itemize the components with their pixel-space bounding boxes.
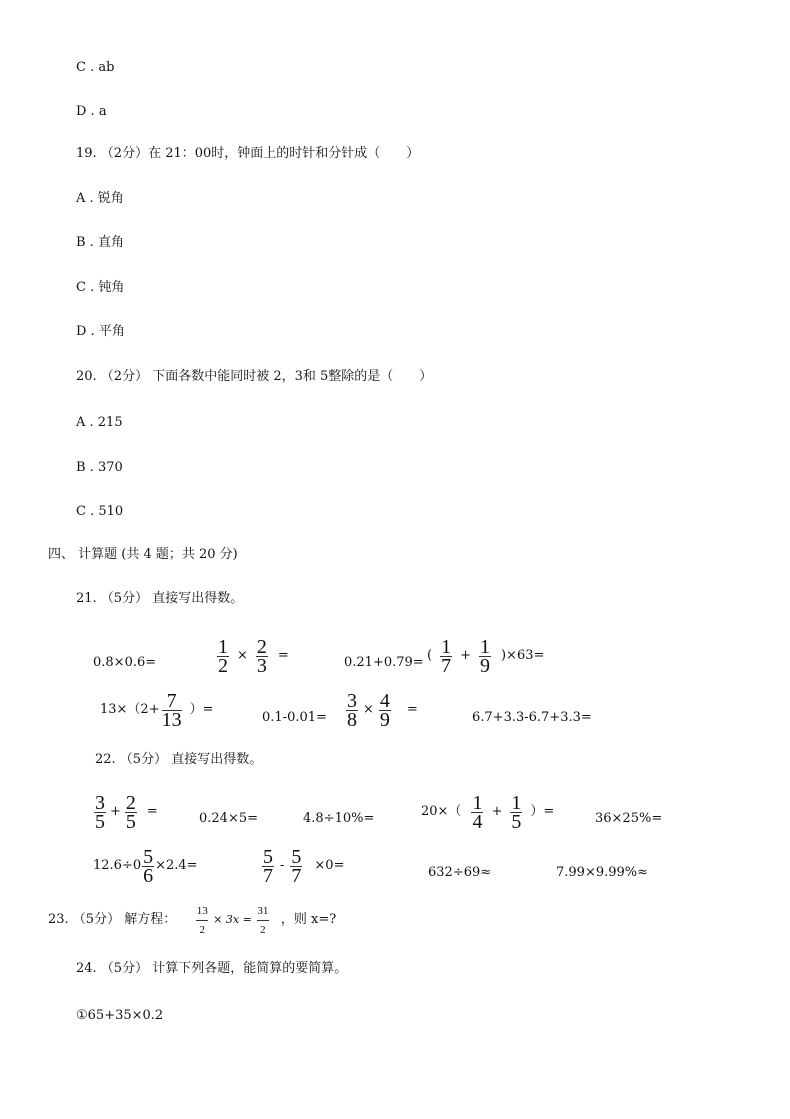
q22-stem: 22. （5分） 直接写出得数。 bbox=[95, 752, 263, 767]
q18-option-d: D . a bbox=[76, 104, 107, 119]
q22-expr-4: 20×（ 1 4 + 1 5 ）= bbox=[421, 791, 555, 833]
q21-expr-4: ( 1 7 + 1 9 )×63= bbox=[427, 635, 545, 677]
q22-expr-5: 36×25%= bbox=[595, 811, 663, 826]
q21-expr-7: 3 8 × 4 9 = bbox=[347, 689, 418, 731]
q21-stem: 21. （5分） 直接写出得数。 bbox=[76, 591, 244, 606]
q22-expr-3: 4.8÷10%= bbox=[303, 811, 375, 826]
q22-expr-8: 632÷69≈ bbox=[428, 865, 492, 880]
q23-equation: 13 2 × 3x = 31 2 bbox=[196, 904, 269, 936]
q24-item-1: ①65+35×0.2 bbox=[76, 1008, 164, 1023]
q21-expr-5: 13×（2+ 7 13 ）= bbox=[100, 689, 214, 731]
q20-option-a: A . 215 bbox=[76, 415, 123, 430]
q22-expr-1: 3 5 + 2 5 = bbox=[95, 791, 158, 833]
q21-expr-3: 0.21+0.79= bbox=[344, 655, 424, 670]
q21-expr-8: 6.7+3.3-6.7+3.3= bbox=[472, 710, 592, 725]
q21-expr-6: 0.1-0.01= bbox=[262, 710, 327, 725]
q20-option-b: B . 370 bbox=[76, 460, 123, 475]
q19-option-b: B . 直角 bbox=[76, 235, 124, 250]
q22-expr-2: 0.24×5= bbox=[199, 811, 259, 826]
q21-expr-1: 0.8×0.6= bbox=[93, 655, 157, 670]
q22-expr-9: 7.99×9.99%≈ bbox=[556, 865, 649, 880]
q22-expr-6: 12.6÷0 5 6 ×2.4= bbox=[93, 845, 198, 887]
section-title: 四、 计算题 (共 4 题；共 20 分) bbox=[48, 547, 238, 562]
q19-option-c: C . 钝角 bbox=[76, 280, 125, 295]
q20-stem: 20. （2分） 下面各数中能同时被 2，3和 5整除的是（ ） bbox=[76, 369, 433, 384]
q24-stem: 24. （5分） 计算下列各题，能简算的要简算。 bbox=[76, 961, 348, 976]
q21-expr-2: 1 2 × 2 3 = bbox=[218, 635, 289, 677]
q18-option-c: C . ab bbox=[76, 60, 115, 75]
q23-stem: 23. （5分） 解方程： 13 2 × 3x = 31 2 ，则 x=? bbox=[48, 900, 336, 940]
q22-expr-7: 5 7 - 5 7 ×0= bbox=[263, 845, 345, 887]
q19-stem: 19. （2分）在 21：00时，钟面上的时针和分针成（ ） bbox=[76, 146, 420, 161]
q19-option-d: D . 平角 bbox=[76, 324, 125, 339]
q20-option-c: C . 510 bbox=[76, 504, 124, 519]
q19-option-a: A . 锐角 bbox=[76, 191, 124, 206]
